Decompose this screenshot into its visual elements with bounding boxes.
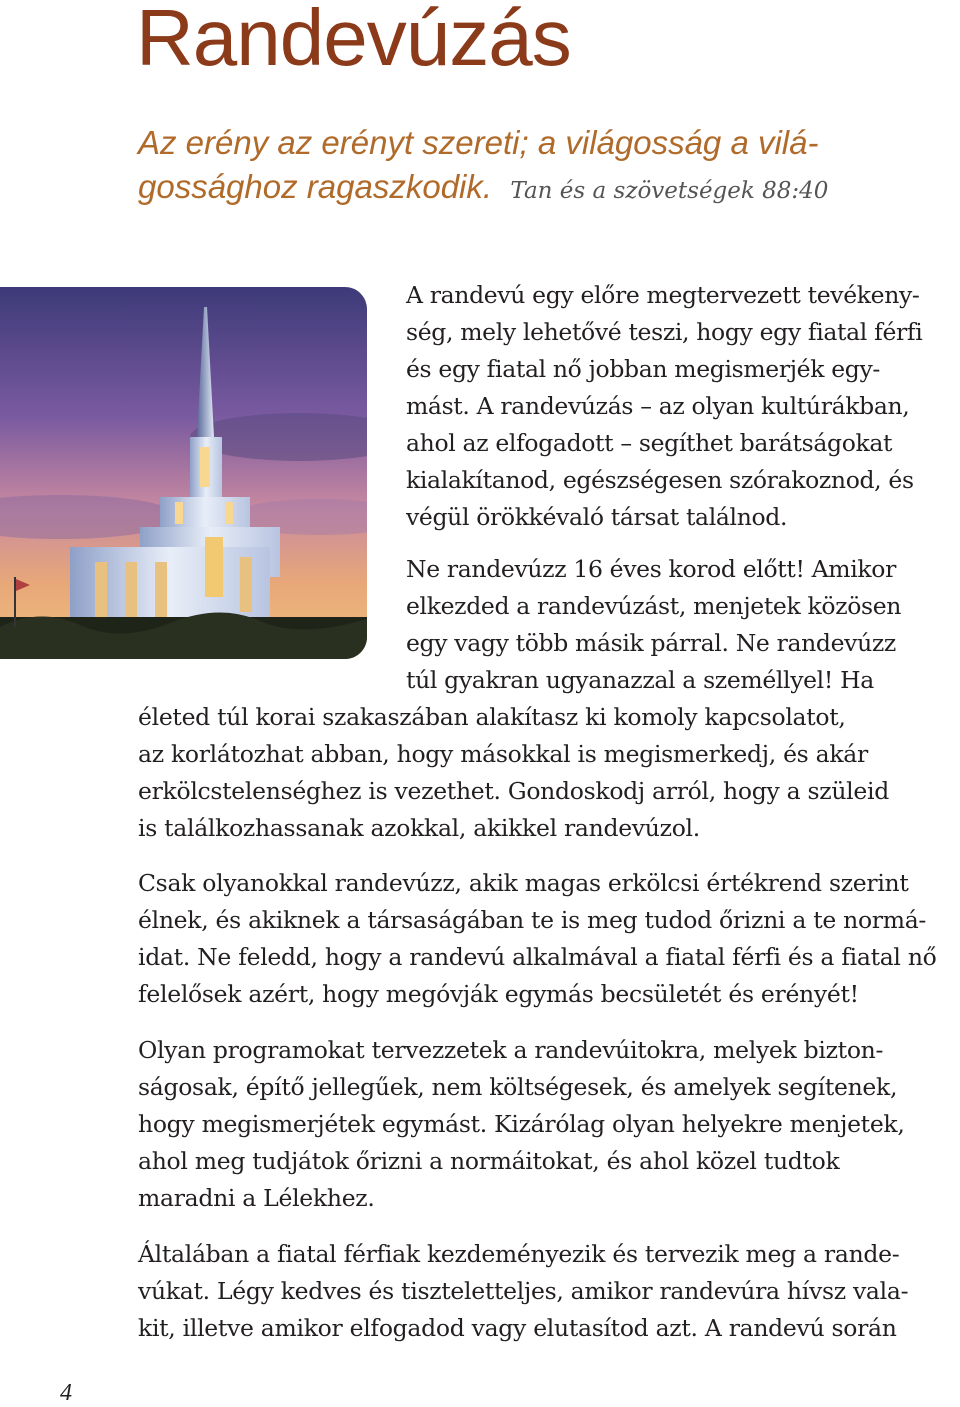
epigraph-quote-line-2: gossághoz ragaszkodik.: [138, 168, 493, 205]
text-line: túl gyakran ugyanazzal a személlyel! Ha: [406, 666, 874, 694]
text-line: hogy megismerjétek egymást. Kizárólag olyan helyekre menjetek,: [138, 1110, 905, 1138]
text-line: Ne randevúzz 16 éves korod előtt! Amikor: [406, 555, 896, 583]
epigraph-quote-line-1: Az erény az erényt szereti; a világosság a vilá-: [138, 124, 819, 161]
text-line: ahol az elfogadott – segíthet barátságokat: [406, 429, 893, 457]
text-line: végül örökkévaló társat találnod.: [406, 503, 788, 531]
text-line: az korlátozhat abban, hogy másokkal is megismerkedj, és akár: [138, 740, 868, 768]
page-number: 4: [60, 1380, 72, 1406]
text-line: és egy fiatal nő jobban megismerjék egy-: [406, 355, 880, 383]
text-line: ságosak, építő jellegűek, nem költségesek, és amelyek segítenek,: [138, 1073, 898, 1101]
text-line: ahol meg tudjátok őrizni a normáitokat, és ahol közel tudtok: [138, 1147, 840, 1175]
paragraph-5: [138, 1236, 908, 1347]
paragraph-1: [406, 277, 922, 536]
text-line: Csak olyanokkal randevúzz, akik magas erkölcsi értékrend szerint: [138, 869, 909, 897]
text-line: erkölcstelenséghez is vezethet. Gondoskodj arról, hogy a szüleid: [138, 777, 889, 805]
text-line: A randevú egy előre megtervezett tevékeny-: [406, 281, 920, 309]
text-line: ség, mely lehetővé teszi, hogy egy fiatal férfi: [406, 318, 923, 346]
page-title: Randevúzás: [136, 0, 571, 82]
text-line: egy vagy több másik párral. Ne randevúzz: [406, 629, 896, 657]
text-line: élnek, és akiknek a társaságában te is meg tudod őrizni a te normá-: [138, 906, 927, 934]
text-line: kialakítanod, egészségesen szórakoznod, és: [406, 466, 914, 494]
epigraph: [138, 121, 938, 213]
scripture-reference: Tan és a szövetségek 88:40: [510, 178, 829, 204]
text-line: vúkat. Légy kedves és tiszteletteljes, amikor randevúra hívsz vala-: [138, 1277, 909, 1305]
temple-photo: [0, 287, 367, 659]
text-line: Olyan programokat tervezzetek a randevúitokra, melyek bizton-: [138, 1036, 884, 1064]
text-line: elkezded a randevúzást, menjetek közösen: [406, 592, 902, 620]
paragraph-2-continued: [138, 699, 889, 847]
text-line: felelősek azért, hogy megóvják egymás becsületét és erényét!: [138, 980, 859, 1008]
paragraph-3: [138, 865, 937, 1013]
text-line: idat. Ne feledd, hogy a randevú alkalmával a fiatal férfi és a fiatal nő: [138, 943, 937, 971]
text-line: maradni a Lélekhez.: [138, 1184, 375, 1212]
text-line: életed túl korai szakaszában alakítasz ki komoly kapcsolatot,: [138, 703, 846, 731]
text-line: mást. A randevúzás – az olyan kultúrákban,: [406, 392, 910, 420]
text-line: is találkozhassanak azokkal, akikkel randevúzol.: [138, 814, 700, 842]
paragraph-4: [138, 1032, 905, 1217]
paragraph-2: [406, 551, 901, 699]
text-line: Általában a fiatal férfiak kezdeményezik és tervezik meg a rande-: [138, 1240, 900, 1268]
text-line: kit, illetve amikor elfogadod vagy elutasítod azt. A randevú során: [138, 1314, 897, 1342]
